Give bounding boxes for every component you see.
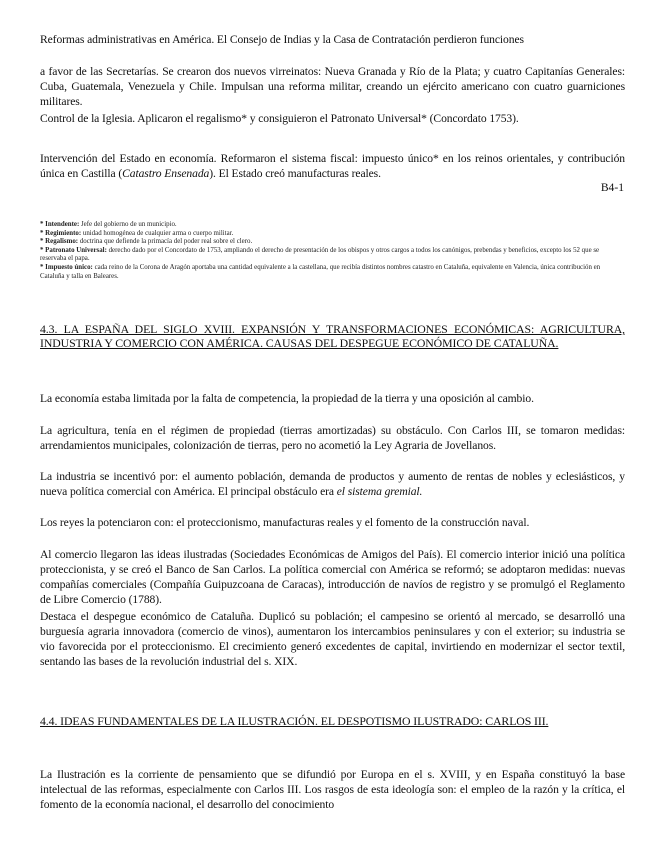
page-number: B4-1 (600, 181, 624, 194)
paragraph-intervencion-estado (40, 151, 625, 181)
footnote-term: * Intendente: (40, 221, 80, 228)
footnote-text: Jefe del gobierno de un municipio. (79, 221, 177, 228)
footnote-term: * Patronato Universal: (40, 246, 107, 254)
footnote-text: unidad homogénea de cualquier arma o cuerpo militar. (81, 229, 234, 237)
footnote-text: cada reino de la Corona de Aragón aportaba una cantidad equivalente a la castellana, que recibía distintos nombres catastro en Cataluña, equivalente en Valencia, única contribución en Cataluña y talla en Baleares. (40, 263, 601, 280)
catastro-ensenada-italic: Catastro Ensenada (122, 167, 210, 180)
paragraph-economia-limitada: La economía estaba limitada por la falta de competencia, la propiedad de la tierra y una oposición al cambio. (40, 392, 534, 405)
paragraph-cataluna: Destaca el despegue económico de Cataluña. Duplicó su población; el campesino se orientó al mercado, se desarrolló una burguesía agraria innovadora (comercio de vinos), aumentaron los intercambios peninsulares y con el exterior; su industria se vio favorecida por el proteccionismo. El crecimiento generó excedentes de capital, invirtiendo en modernizar el sector textil, sentando las bases de la revolución industrial del s. XIX. (40, 610, 625, 668)
footnote-regimiento (40, 230, 625, 239)
industria-text: La industria se incentivó por: el aumento población, demanda de productos y aumento de rentas de nobles y eclesiásticos, y nueva política comercial con América. El principal obstáculo era (40, 470, 625, 498)
paragraph-ilustracion: La Ilustración es la corriente de pensamiento que se difundió por Europa en el s. XVIII, y en España constituyó la base intelectual de las reformas, especialmente con Carlos III. Los rasgos de esta ideología son: el empleo de la razón y la crítica, el fomento de la economía nacional, el desarrollo del conocimiento (40, 768, 625, 811)
footnotes (40, 221, 625, 281)
paragraph-industria (40, 469, 625, 499)
section-heading-4-4: 4.4. IDEAS FUNDAMENTALES DE LA ILUSTRACIÓN. EL DESPOTISMO ILUSTRADO: CARLOS III. (40, 714, 549, 728)
footnote-text: derecho dado por el Concordato de 1753, ampliando el derecho de presentación de los obispos y otros cargos a todos los canónigos, prebendas y beneficios, excepto los 52 que se reservaba el papa. (40, 246, 600, 263)
footnote-patronato (40, 247, 625, 264)
section-heading-4-3: 4.3. LA ESPAÑA DEL SIGLO XVIII. EXPANSIÓN Y TRANSFORMACIONES ECONÓMICAS: AGRICULTURA, INDUSTRIA Y COMERCIO CON AMÉRICA. CAUSAS DEL DESPEGUE ECONÓMICO DE CATALUÑA. (40, 322, 625, 350)
footnote-term: * Regimiento: (40, 229, 82, 237)
footnote-term: * Regalismo: (40, 238, 79, 246)
paragraph-reyes-potenciaron: Los reyes la potenciaron con: el proteccionismo, manufacturas reales y el fomento de la construcción naval. (40, 516, 530, 529)
paragraph-agricultura: La agricultura, tenía en el régimen de propiedad (tierras amortizadas) su obstáculo. Con Carlos III, se tomaron medidas: arrendamientos municipales, colonización de tierras, pero no acometió la Ley Agraria de Jovellanos. (40, 424, 625, 452)
footnote-term: * Impuesto único: (40, 263, 93, 271)
footnote-impuesto-unico (40, 264, 625, 281)
intervencion-text-b: ). El Estado creó manufacturas reales. (209, 167, 381, 180)
footnote-text: doctrina que defiende la primacía del poder real sobre el clero. (78, 238, 253, 246)
sistema-gremial-italic: el sistema gremial. (336, 485, 423, 498)
footnote-regalismo (40, 238, 625, 247)
paragraph-reformas-administrativas: Reformas administrativas en América. El Consejo de Indias y la Casa de Contratación perdieron funciones (40, 33, 524, 46)
paragraph-comercio: Al comercio llegaron las ideas ilustradas (Sociedades Económicas de Amigos del País). El comercio interior inició una política proteccionista, y se creó el Banco de San Carlos. La política comercial con América se reformó; se adoptaron medidas: nuevas compañías comerciales (Compañía Guipuzcoana de Caracas), introducción de navíos de registro y se promulgó el Reglamento de Libre Comercio (1788). (40, 548, 625, 606)
footnote-intendente (40, 221, 625, 230)
paragraph-control-iglesia: Control de la Iglesia. Aplicaron el regalismo* y consiguieron el Patronato Universal* (Concordato 1753). (40, 112, 519, 125)
intervencion-text-a: Intervención del Estado en economía. Reformaron el sistema fiscal: impuesto único* en los reinos orientales, y contribución única en Castilla ( (40, 152, 625, 180)
paragraph-virreinatos: a favor de las Secretarías. Se crearon dos nuevos virreinatos: Nueva Granada y Río de la Plata; y cuatro Capitanías Generales: Cuba, Guatemala, Venezuela y Chile. Impulsan una reforma militar, creando un ejército americano con cuatro guarniciones militares. (40, 65, 625, 108)
